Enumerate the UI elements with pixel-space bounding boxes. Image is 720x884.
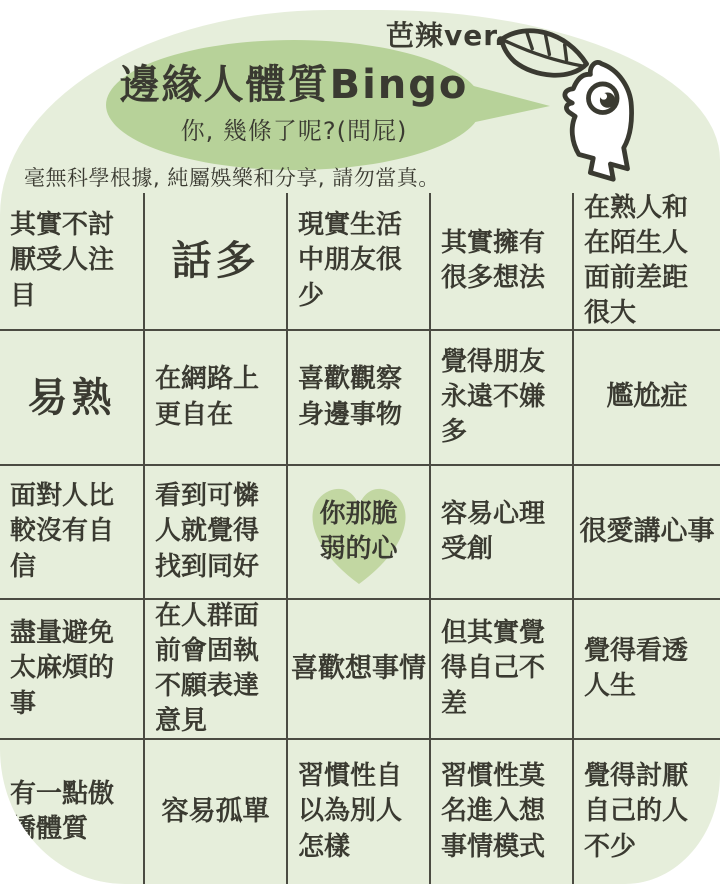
bingo-cell[interactable]: [145, 740, 288, 884]
cell-text: 覺得討厭自己的人不少: [584, 761, 689, 862]
cell-text: 覺得看透人生: [584, 635, 689, 701]
cell-text: 習慣性莫名進入想事情模式: [441, 761, 546, 862]
bingo-cell[interactable]: [145, 466, 288, 600]
cell-text: 話多: [171, 238, 260, 284]
cell-text: 看到可憐人就覺得找到同好: [155, 481, 260, 582]
bingo-cell[interactable]: [0, 193, 145, 331]
bingo-cell[interactable]: [431, 466, 574, 600]
bingo-cell[interactable]: [288, 600, 431, 740]
bingo-cell[interactable]: [431, 740, 574, 884]
bingo-cell[interactable]: [431, 193, 574, 331]
bingo-cell-center[interactable]: [288, 466, 431, 600]
cell-text: 其實不討厭受人注目: [10, 210, 115, 311]
cell-text: 習慣性自以為別人怎樣: [298, 761, 403, 862]
version-label: 芭辣ver.: [386, 19, 506, 52]
cell-text: 在網路上更自在: [155, 364, 260, 430]
bingo-cell[interactable]: [288, 193, 431, 331]
cell-text: 在人群面前會固執不願表達意見: [155, 600, 260, 737]
cell-text: 容易心理受創: [441, 498, 546, 564]
bingo-cell[interactable]: [145, 331, 288, 466]
cell-text: 覺得朋友永遠不嫌多: [441, 346, 546, 448]
cell-text: 盡量避免太麻煩的事: [10, 618, 115, 719]
cell-text: 易熟: [27, 374, 116, 421]
bingo-cell[interactable]: [574, 740, 720, 884]
bingo-cell[interactable]: [574, 466, 720, 600]
bingo-cell[interactable]: [288, 331, 431, 466]
cell-text: 其實擁有很多想法: [441, 227, 546, 293]
cell-text: 尷尬症: [606, 381, 688, 413]
page-subtitle: 你, 幾條了呢?(問屁): [180, 116, 408, 145]
cell-text: 有一點傲嬌體質: [10, 778, 115, 844]
bingo-cell[interactable]: [0, 331, 145, 466]
bingo-cell[interactable]: [574, 600, 720, 740]
cell-text: 喜歡想事情: [291, 652, 426, 684]
bingo-cell[interactable]: [145, 193, 288, 331]
cell-text: 但其實覺得自己不差: [441, 618, 546, 719]
cell-text: 面對人比較沒有自信: [10, 481, 115, 582]
disclaimer-text: 毫無科學根據, 純屬娛樂和分享, 請勿當真。: [24, 166, 440, 190]
cell-text: 喜歡觀察身邊事物: [298, 364, 403, 430]
bingo-cell[interactable]: [145, 600, 288, 740]
cell-text: 你那脆弱的心: [319, 498, 398, 564]
bingo-grid: [0, 193, 720, 884]
bingo-cell[interactable]: [0, 466, 145, 600]
bingo-cell[interactable]: [288, 740, 431, 884]
cell-text: 很愛講心事: [579, 515, 715, 547]
bingo-cell[interactable]: [0, 600, 145, 740]
bingo-cell[interactable]: [431, 600, 574, 740]
cell-text: 在熟人和在陌生人面前差距很大: [584, 192, 689, 329]
bingo-cell[interactable]: [574, 193, 720, 331]
cell-text: 容易孤單: [161, 795, 270, 827]
page-title: 邊緣人體質Bingo: [119, 61, 469, 108]
title-speech-bubble: [106, 40, 482, 170]
bingo-cell[interactable]: [574, 331, 720, 466]
bingo-cell[interactable]: [431, 331, 574, 466]
bingo-cell[interactable]: [0, 740, 145, 884]
cell-text: 現實生活中朋友很少: [298, 210, 403, 311]
leaf-creature-icon: [488, 22, 708, 184]
